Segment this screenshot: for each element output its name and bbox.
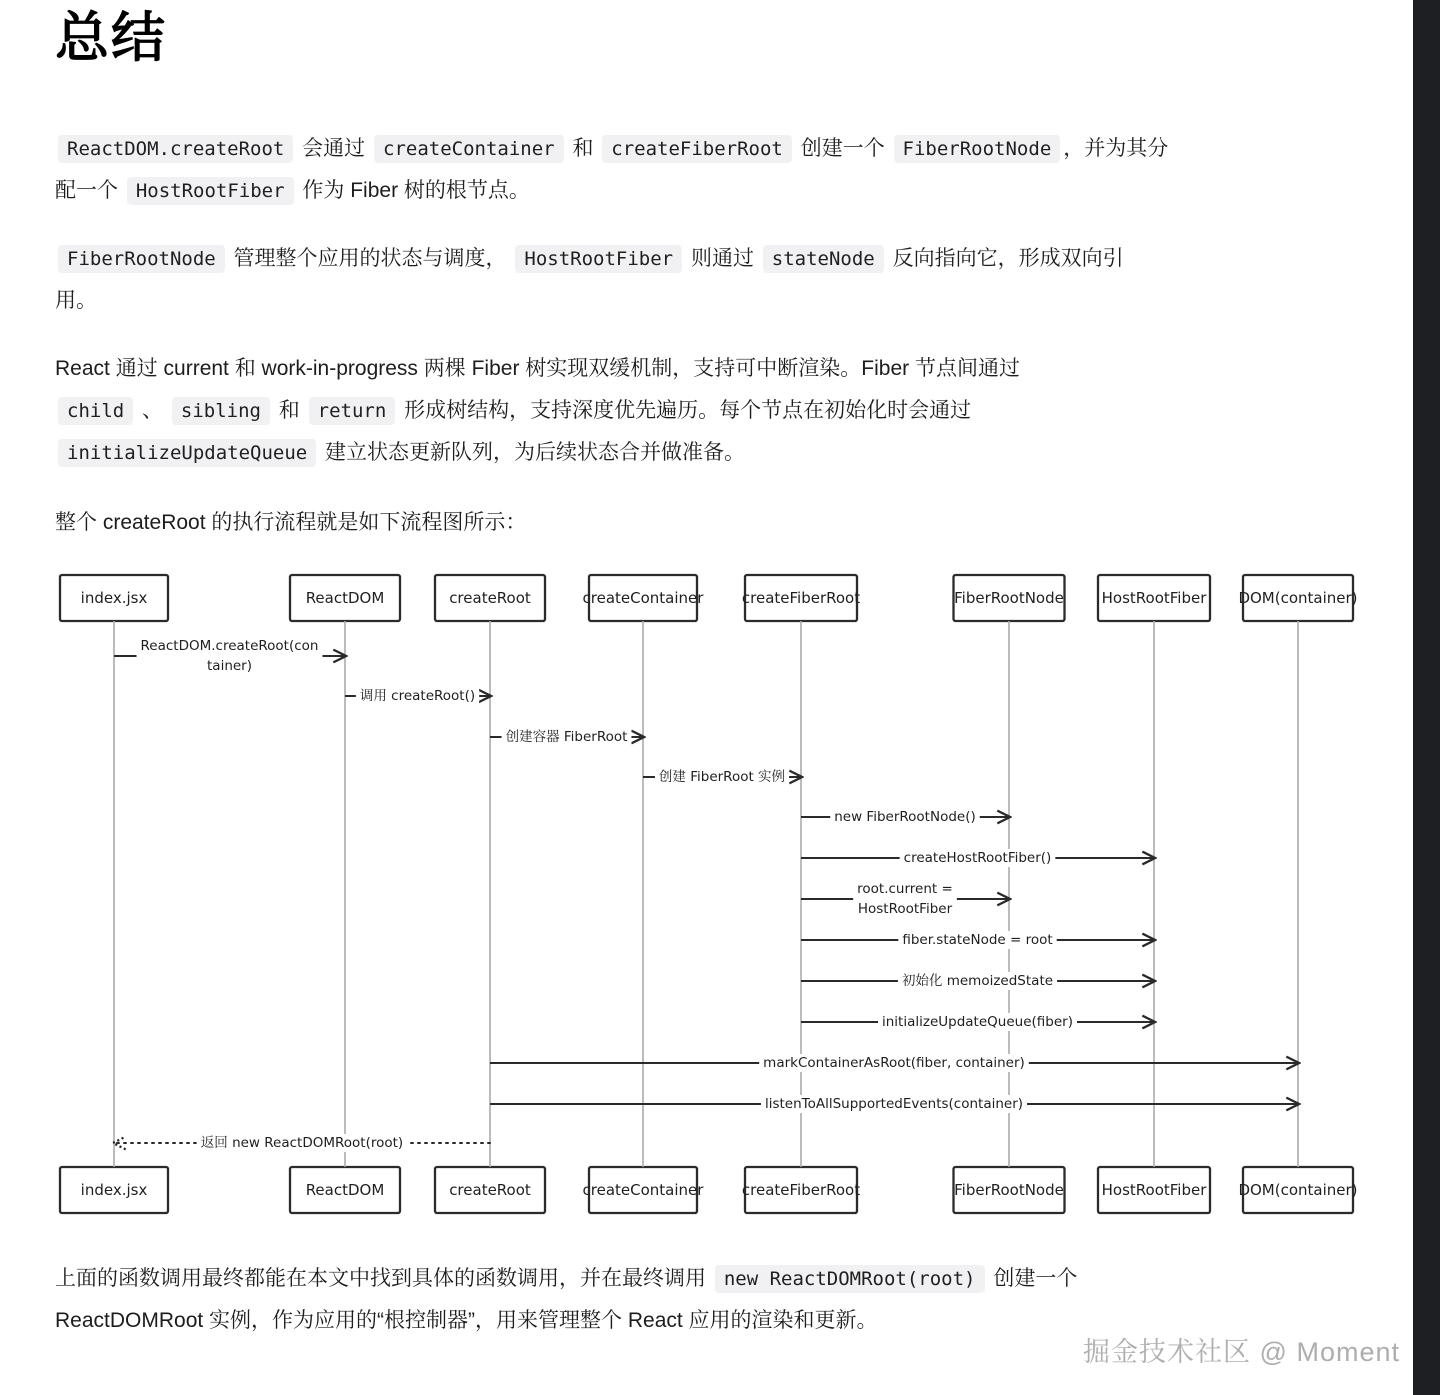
- watermark: 掘金技术社区 @ Moment: [1083, 1337, 1400, 1367]
- inline-code: initializeUpdateQueue: [58, 439, 316, 467]
- sequence-diagram: [0, 565, 1413, 1225]
- participant-label: index.jsx: [80, 589, 148, 607]
- inline-code: stateNode: [763, 245, 884, 273]
- inline-code: new ReactDOMRoot(root): [715, 1265, 985, 1293]
- participant-label: index.jsx: [80, 1181, 148, 1199]
- inline-code: HostRootFiber: [515, 245, 682, 273]
- participant-label: createRoot: [449, 1181, 531, 1199]
- inline-code: createFiberRoot: [602, 135, 792, 163]
- participant-label: HostRootFiber: [1101, 1181, 1207, 1199]
- message-label: 创建 FiberRoot 实例: [658, 769, 786, 785]
- message-label: HostRootFiber: [857, 901, 953, 917]
- participant-label: createContainer: [582, 1181, 704, 1199]
- paragraph-fiber-root-node: FiberRootNode 管理整个应用的状态与调度， HostRootFiber 则通过 stateNode 反向指向它，形成双向引 用。: [55, 247, 1124, 312]
- participant-label: FiberRootNode: [954, 589, 1064, 607]
- message-label: listenToAllSupportedEvents(container): [764, 1096, 1024, 1112]
- inline-code: createContainer: [374, 135, 564, 163]
- participant-label: ReactDOM: [305, 589, 385, 607]
- participant-label: ReactDOM: [305, 1181, 385, 1199]
- participant-label: createFiberRoot: [741, 1181, 861, 1199]
- inline-code: FiberRootNode: [58, 245, 225, 273]
- inline-code: HostRootFiber: [127, 177, 294, 205]
- paragraph-flow-intro: 整个 createRoot 的执行流程就是如下流程图所示：: [55, 511, 527, 534]
- message-label: new FiberRootNode(): [834, 809, 976, 825]
- message-label: 创建容器 FiberRoot: [505, 729, 628, 745]
- participant-label: createContainer: [582, 589, 704, 607]
- participant-label: createRoot: [449, 589, 531, 607]
- sequence-diagram-svg: [0, 565, 1413, 1225]
- message-label: markContainerAsRoot(fiber, container): [763, 1055, 1025, 1071]
- inline-code: sibling: [172, 397, 270, 425]
- message-label: tainer): [207, 658, 252, 674]
- message-label: 调用 createRoot(): [359, 688, 476, 704]
- participant-label: DOM(container): [1238, 1181, 1358, 1199]
- participant-label: createFiberRoot: [741, 589, 861, 607]
- paragraph-double-buffer: React 通过 current 和 work-in-progress 两棵 Fiber 树实现双缓机制，支持可中断渲染。Fiber 节点间通过 child 、 sibling 和 return 形成树结构，支持深度优先遍历。每个节点在初始化时会通过 initializeUpdateQueue 建立状态更新队列，为后续状态合并做准备。: [55, 348, 1385, 474]
- participant-label: HostRootFiber: [1101, 589, 1207, 607]
- message-label: fiber.stateNode = root: [902, 932, 1053, 948]
- inline-code: FiberRootNode: [894, 135, 1061, 163]
- participant-label: DOM(container): [1238, 589, 1358, 607]
- inline-code: ReactDOM.createRoot: [58, 135, 293, 163]
- window-edge-bar: [1413, 0, 1440, 1395]
- paragraph-closing: 上面的函数调用最终都能在本文中找到具体的函数调用，并在最终调用 new ReactDOMRoot(root) 创建一个 ReactDOMRoot 实例，作为应用的“根控制器”，用来管理整个 React 应用的渲染和更新。: [55, 1267, 1078, 1332]
- inline-code: child: [58, 397, 133, 425]
- message-label: createHostRootFiber(): [903, 850, 1052, 866]
- paragraph-create-root: ReactDOM.createRoot 会通过 createContainer 和 createFiberRoot 创建一个 FiberRootNode ，并为其分 配一个 HostRootFiber 作为 Fiber 树的根节点。: [55, 128, 1385, 212]
- message-label: 返回 new ReactDOMRoot(root): [200, 1135, 404, 1151]
- message-label: ReactDOM.createRoot(con: [140, 638, 319, 654]
- page-title: 总结: [55, 8, 167, 68]
- message-label: 初始化 memoizedState: [901, 973, 1054, 989]
- message-label: root.current =: [857, 881, 953, 897]
- participant-label: FiberRootNode: [954, 1181, 1064, 1199]
- message-label: initializeUpdateQueue(fiber): [882, 1014, 1073, 1030]
- inline-code: return: [309, 397, 396, 425]
